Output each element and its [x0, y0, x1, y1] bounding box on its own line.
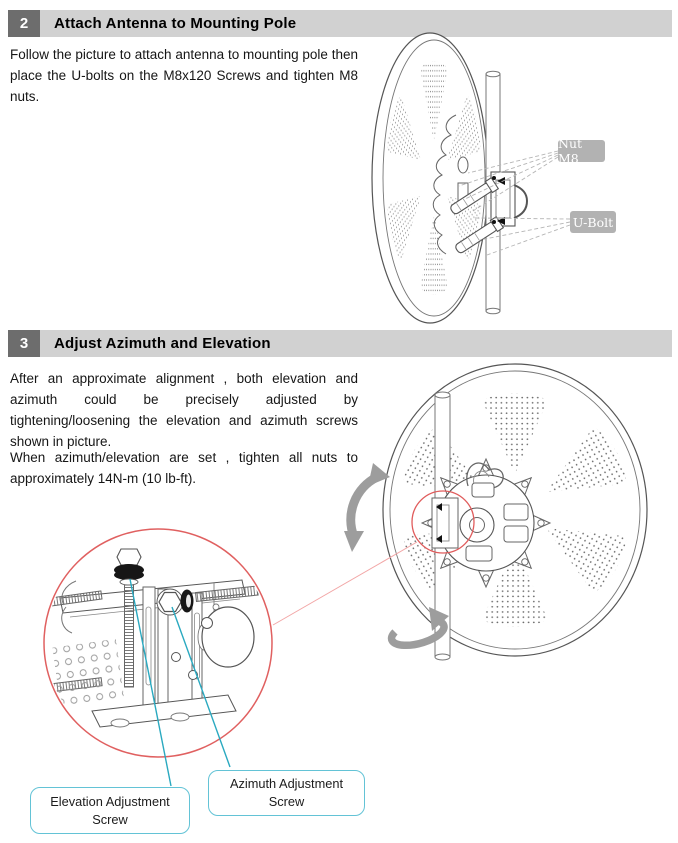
callout-azimuth-adjustment-screw: Azimuth Adjustment Screw — [208, 770, 365, 816]
section-2-number-badge: 2 — [8, 10, 40, 37]
section-3-header — [8, 330, 672, 357]
label-nut-m8: Nut M8 — [558, 140, 605, 162]
figure-antenna-side-view — [360, 15, 678, 327]
section-3-title: Adjust Azimuth and Elevation — [54, 335, 271, 352]
section-2-paragraph: Follow the picture to attach antenna to mounting pole then place the U-bolts on the M8x120 Screws and tighten M8 nuts. — [10, 47, 358, 104]
zoom-leader-line — [273, 542, 417, 625]
callout-elevation-adjustment-screw: Elevation Adjustment Screw — [30, 787, 190, 834]
section-3-number-badge: 3 — [8, 330, 40, 357]
zoom-detail — [43, 529, 272, 757]
section-2-title: Attach Antenna to Mounting Pole — [54, 15, 297, 32]
label-u-bolt: U-Bolt — [570, 211, 616, 233]
section-3-paragraph-1: After an approximate alignment , both elevation and azimuth could be precisely adjusted by tightening/loosening the elevation and azimuth screws shown in picture. — [10, 371, 358, 449]
mount-assembly — [422, 459, 550, 587]
u-bolt-shape — [514, 185, 527, 218]
dish-side — [372, 33, 488, 323]
section-3-paragraph-2: When azimuth/elevation are set , tighten all nuts to approximately 14N-m (10 lb-ft). — [10, 450, 358, 486]
